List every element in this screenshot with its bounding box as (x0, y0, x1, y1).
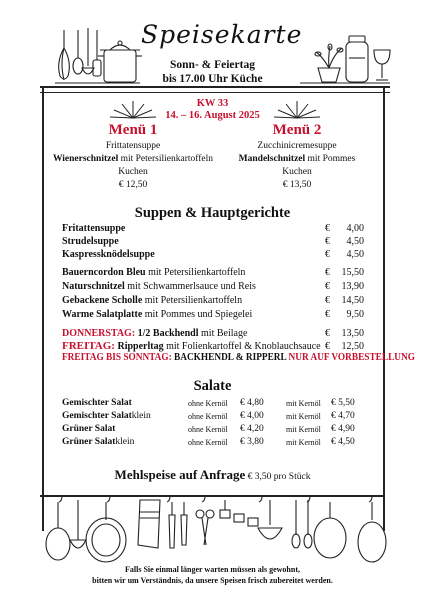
dessert-price: € 3,50 pro Stück (245, 472, 311, 482)
price: 4,50 (346, 236, 364, 247)
menu-2-soup: Zucchinicremesuppe (257, 141, 337, 151)
with-oil-label: mit Kernöl (286, 438, 321, 447)
menu-2-price: € 13,50 (282, 180, 312, 190)
currency: € (325, 281, 330, 292)
dish-name: Bauerncordon Bleu (62, 267, 146, 278)
section-heading-suppen: Suppen & Hauptgerichte (134, 205, 291, 221)
banner-dishes: BACKHENDL & RIPPERL (171, 352, 289, 363)
section-heading-salate: Salate (193, 378, 232, 394)
dish-side: mit Pommes und Spiegelei (142, 309, 253, 320)
without-oil-label: ohne Kernöl (188, 438, 228, 447)
with-oil-price: € 5,50 (331, 398, 355, 408)
without-oil-label: ohne Kernöl (188, 412, 228, 421)
price: 14,50 (341, 295, 364, 306)
subtitle-line-1: Sonn- & Feiertag (170, 59, 255, 71)
special-day: DONNERSTAG: (62, 328, 136, 339)
special-side: mit Folienkartoffel & Knoblauchsauce (163, 341, 321, 352)
menu-1-title: Menü 1 (108, 122, 158, 138)
week-dates: 14. – 16. August 2025 (165, 110, 260, 121)
dish-name: Naturschnitzel (62, 281, 125, 292)
footer-line-1: Falls Sie einmal länger warten müssen als gewohnt, (125, 565, 300, 574)
week-number: KW 33 (196, 98, 229, 109)
menu-1-soup: Frittatensuppe (105, 141, 161, 151)
with-oil-price: € 4,70 (331, 411, 355, 421)
price: 13,90 (341, 281, 364, 292)
without-oil-label: ohne Kernöl (188, 425, 228, 434)
dish-name: Fritattensuppe (62, 223, 126, 234)
currency: € (325, 295, 330, 306)
without-oil-price: € 3,80 (240, 437, 264, 447)
price: 4,00 (346, 223, 364, 234)
currency: € (325, 223, 330, 234)
dessert-label: Mehlspeise auf Anfrage (114, 467, 246, 482)
subtitle-line-2: bis 17.00 Uhr Küche (162, 73, 263, 85)
salad-name: Gemischter Salat (62, 411, 132, 421)
menu-2-main-dish: Mandelschnitzel (238, 154, 306, 164)
dish-name: Warme Salatplatte (62, 309, 143, 320)
special-dish: Ripperltag (114, 341, 164, 352)
special-dish: 1/2 Backhendl (135, 328, 199, 339)
menu-2-main-side: mit Pommes (305, 154, 356, 164)
with-oil-price: € 4,50 (331, 437, 355, 447)
page-title: Speisekarte (141, 20, 303, 49)
currency: € (325, 309, 330, 320)
without-oil-price: € 4,80 (240, 398, 264, 408)
salad-name: Grüner Salat (62, 437, 116, 447)
dish-name: Kaspressknödelsuppe (62, 249, 155, 260)
dish-name: Gebackene Scholle (62, 295, 143, 306)
dish-name: Strudelsuppe (62, 236, 119, 247)
banner-note: NUR AUF VORBESTELLUNG (288, 352, 415, 363)
currency: € (325, 236, 330, 247)
banner-days: FREITAG BIS SONNTAG: (62, 352, 172, 363)
with-oil-label: mit Kernöl (286, 425, 321, 434)
salad-size: klein (115, 437, 135, 447)
currency: € (325, 249, 330, 260)
special-day: FREITAG: (62, 340, 115, 352)
currency: € (325, 267, 330, 278)
special-side: mit Beilage (198, 328, 248, 339)
with-oil-label: mit Kernöl (286, 399, 321, 408)
dish-side: mit Petersilienkartoffeln (145, 267, 246, 278)
menu-1-main-dish: Wienerschnitzel (52, 154, 119, 164)
without-oil-label: ohne Kernöl (188, 399, 228, 408)
price: 12,50 (341, 341, 364, 352)
currency: € (325, 328, 330, 339)
menu-2-dessert: Kuchen (282, 167, 312, 177)
menu-1-price: € 12,50 (118, 180, 148, 190)
price: 4,50 (346, 249, 364, 260)
price: 13,50 (341, 328, 364, 339)
price: 9,50 (346, 309, 364, 320)
without-oil-price: € 4,00 (240, 411, 264, 421)
without-oil-price: € 4,20 (240, 424, 264, 434)
salad-name: Grüner Salat (62, 424, 116, 434)
dish-side: mit Petersilienkartoffeln (142, 295, 243, 306)
with-oil-label: mit Kernöl (286, 412, 321, 421)
menu-1-dessert: Kuchen (118, 167, 148, 177)
footer-line-2: bitten wir um Verständnis, da unsere Speisen frisch zubereitet werden. (92, 576, 333, 585)
with-oil-price: € 4,90 (331, 424, 355, 434)
dish-side: mit Schwammerlsauce und Reis (124, 281, 256, 292)
menu-1-main-side: mit Petersilienkartoffeln (118, 154, 214, 164)
price: 15,50 (341, 267, 364, 278)
currency: € (325, 341, 330, 352)
salad-name: Gemischter Salat (62, 398, 132, 408)
salad-size: klein (131, 411, 151, 421)
menu-2-title: Menü 2 (272, 122, 322, 138)
